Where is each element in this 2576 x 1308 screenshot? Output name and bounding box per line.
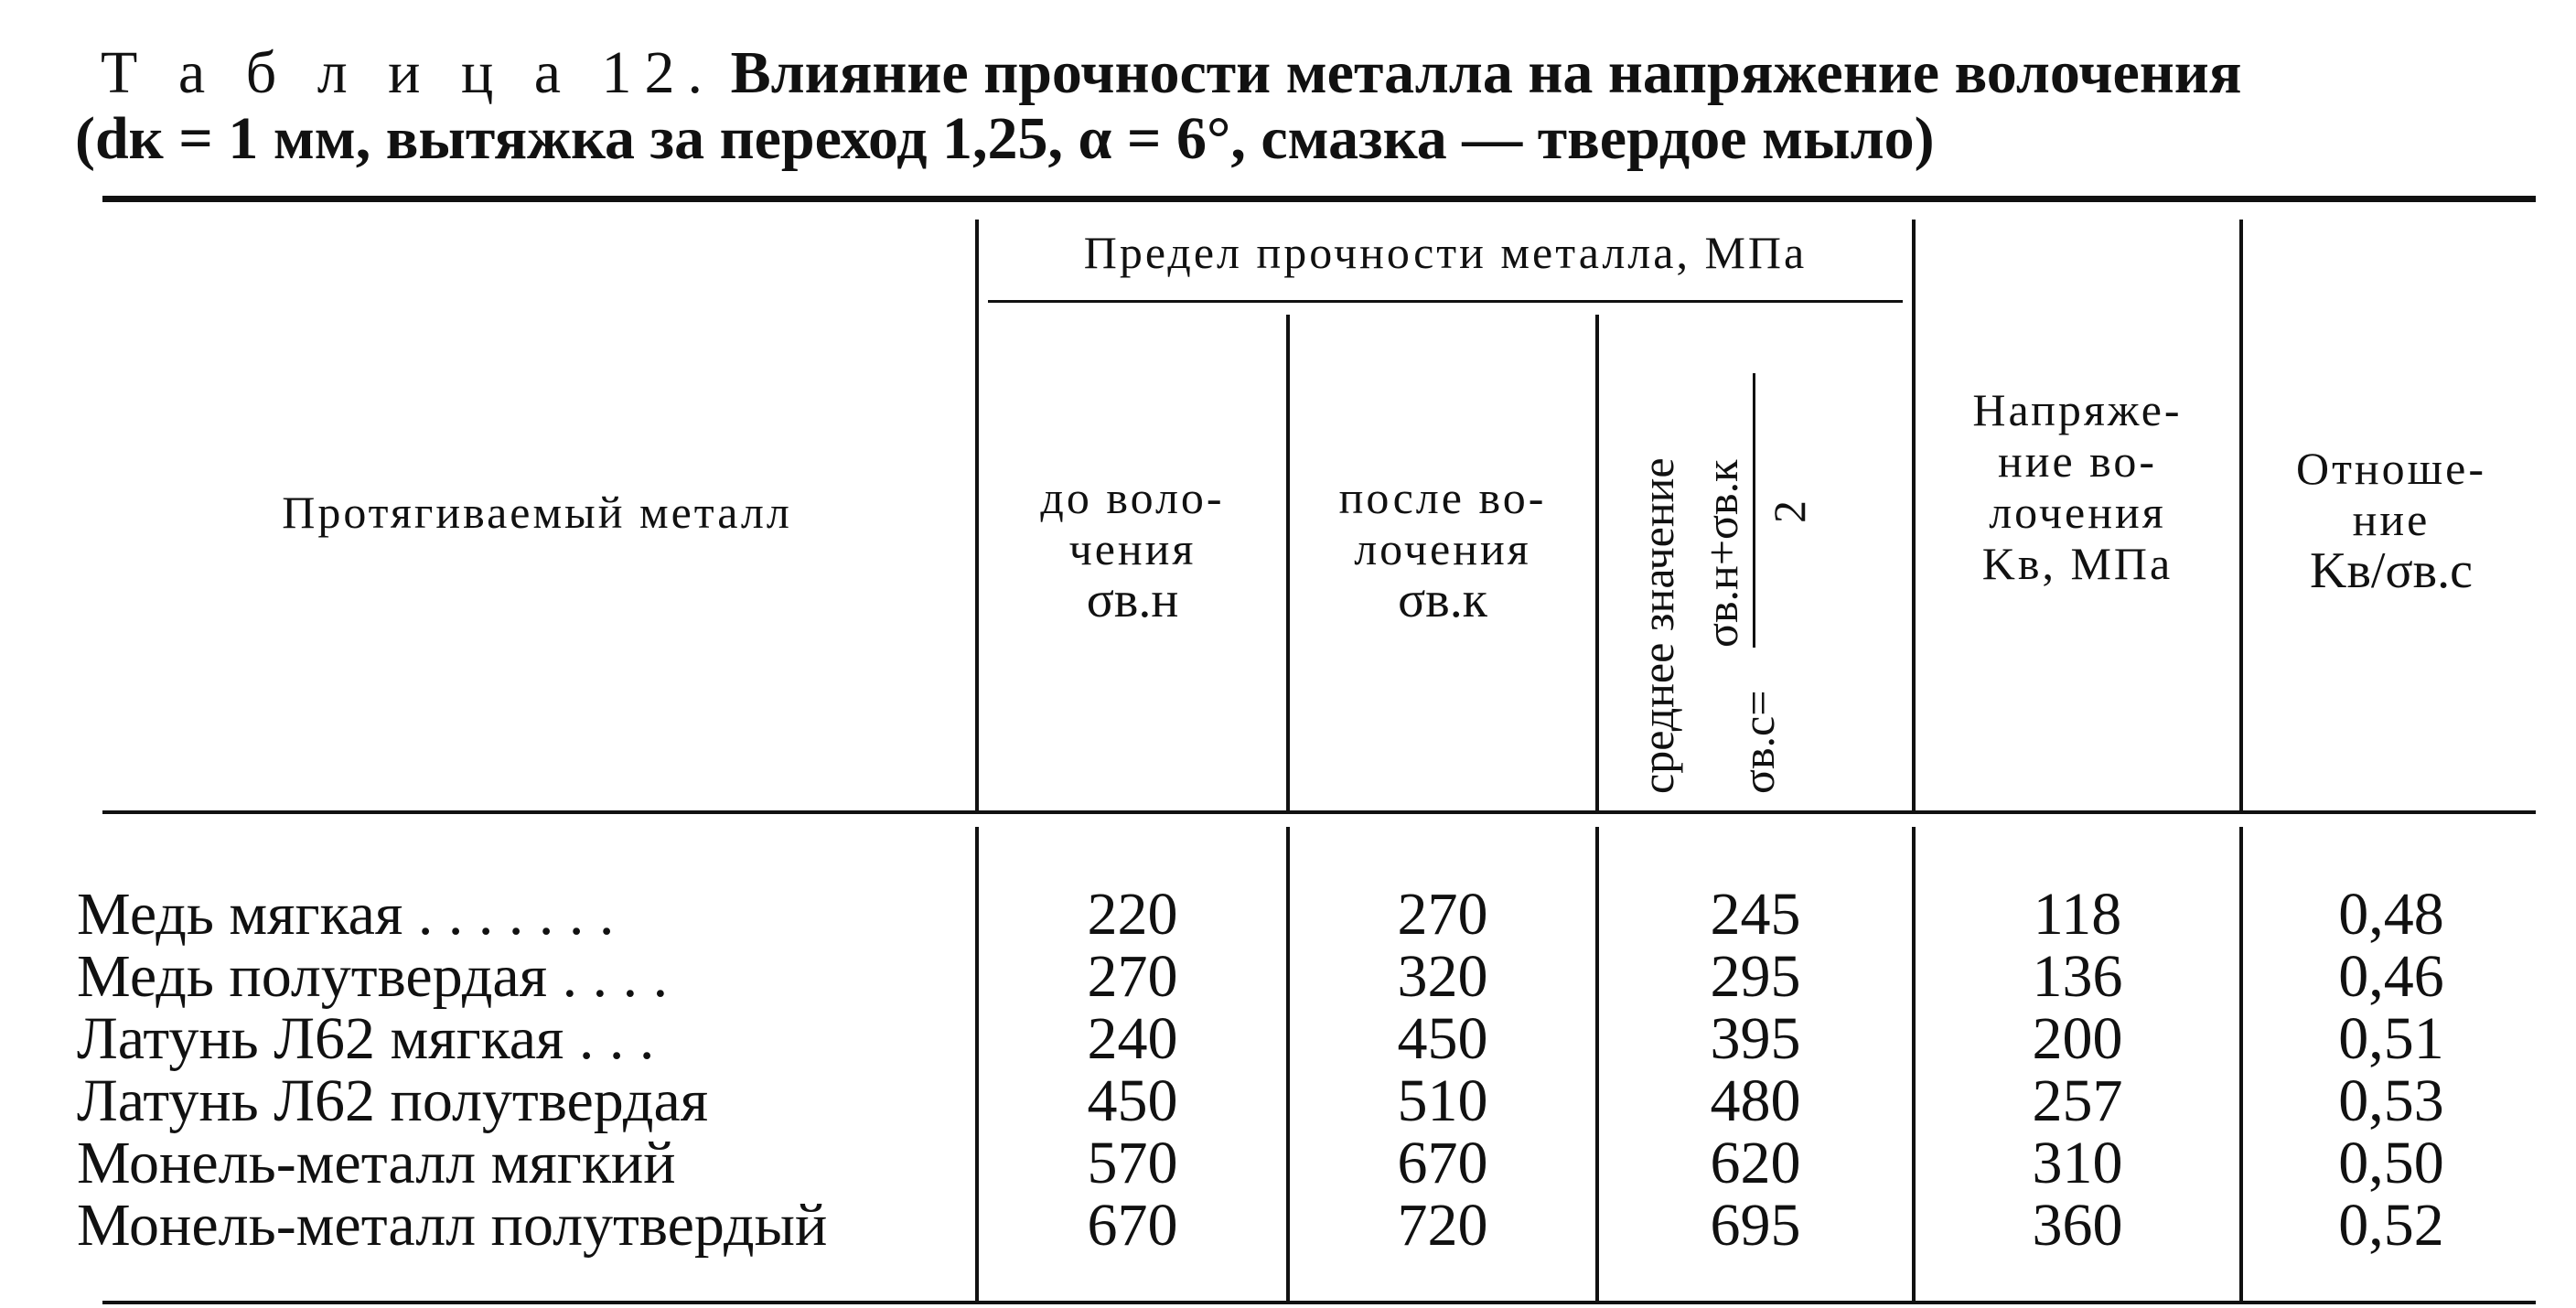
row-metal: Медь мягкая . . . . . . . <box>77 881 615 948</box>
col-divider-4-header <box>1912 220 1916 812</box>
header-mean-label: среднее значение <box>1632 457 1683 794</box>
row-before: 570 <box>1087 1130 1178 1196</box>
header-ratio-line2: ние <box>2352 494 2431 545</box>
header-mean-formula <box>1694 318 1831 794</box>
header-after-line2: лочения <box>1354 523 1531 574</box>
header-metal: Протягиваемый металл <box>282 487 792 538</box>
row-after: 270 <box>1397 881 1488 948</box>
row-stress: 200 <box>2032 1005 2123 1072</box>
row-ratio: 0,46 <box>2338 943 2444 1010</box>
col-divider-5-header <box>2239 220 2243 812</box>
header-mean-lhs: σв.с= <box>1733 690 1784 794</box>
table-title: Влияние прочности металла на напряжение волочения <box>730 39 2242 106</box>
row-metal: Монель-металл полутвердый <box>77 1192 828 1259</box>
row-stress: 136 <box>2032 943 2123 1010</box>
row-mean: 620 <box>1710 1130 1801 1196</box>
bottom-rule <box>102 1301 2536 1304</box>
row-mean: 480 <box>1710 1067 1801 1134</box>
row-after: 320 <box>1397 943 1488 1010</box>
row-ratio: 0,53 <box>2338 1067 2444 1134</box>
header-before-line2: чения <box>1068 523 1197 574</box>
row-stress: 360 <box>2032 1192 2123 1259</box>
row-stress: 310 <box>2032 1130 2123 1196</box>
row-ratio: 0,51 <box>2338 1005 2444 1072</box>
header-stress-line4: Kв, МПа <box>1981 538 2174 589</box>
row-mean: 395 <box>1710 1005 1801 1072</box>
row-before: 240 <box>1087 1005 1178 1072</box>
row-after: 670 <box>1397 1130 1488 1196</box>
header-after-line1: после во- <box>1338 472 1547 523</box>
row-metal: Медь полутвердая . . . . <box>77 943 669 1010</box>
header-mean-fraction-bar <box>1753 373 1755 648</box>
header-ratio-line3: Kв/σв.с <box>2310 542 2473 599</box>
row-ratio: 0,52 <box>2338 1192 2444 1259</box>
header-mean <box>1594 318 1857 794</box>
header-ratio-line1: Отноше- <box>2295 443 2487 494</box>
header-stress-line3: лочения <box>1989 487 2166 538</box>
header-mean-numerator: σв.н+σв.к <box>1696 459 1747 648</box>
row-metal: Латунь Л62 полутвердая <box>77 1067 709 1134</box>
row-after: 720 <box>1397 1192 1488 1259</box>
row-mean: 245 <box>1710 881 1801 948</box>
col-divider-3-body <box>1595 827 1599 1301</box>
col-divider-1-header <box>975 220 979 812</box>
row-metal: Монель-металл мягкий <box>77 1130 676 1196</box>
header-stress-line2: ние во- <box>1997 435 2158 487</box>
header-before <box>981 472 1284 626</box>
row-before: 450 <box>1087 1067 1178 1134</box>
col-divider-2-body <box>1286 827 1290 1301</box>
row-metal: Латунь Л62 мягкая . . . <box>77 1005 655 1072</box>
row-stress: 257 <box>2032 1067 2123 1134</box>
col-divider-1-body <box>975 827 979 1301</box>
header-bottom-rule <box>102 810 2536 814</box>
row-stress: 118 <box>2033 881 2122 948</box>
table-label: Т а б л и ц а 12. <box>101 39 716 106</box>
col-divider-2-header <box>1286 315 1290 812</box>
col-divider-5-body <box>2239 827 2243 1301</box>
row-before: 270 <box>1087 943 1178 1010</box>
row-before: 220 <box>1087 881 1178 948</box>
row-ratio: 0,50 <box>2338 1130 2444 1196</box>
header-mean-denominator: 2 <box>1764 500 1815 523</box>
table-caption-line1 <box>101 37 2242 110</box>
col-divider-4-body <box>1912 827 1916 1301</box>
row-ratio: 0,48 <box>2338 881 2444 948</box>
row-after: 510 <box>1397 1067 1488 1134</box>
header-strength-group: Предел прочности металла, МПа <box>1083 227 1808 278</box>
header-before-symbol: σв.н <box>1086 572 1179 628</box>
header-stress <box>1917 384 2238 589</box>
row-mean: 695 <box>1710 1192 1801 1259</box>
header-after-symbol: σв.к <box>1398 572 1487 628</box>
row-after: 450 <box>1397 1005 1488 1072</box>
header-stress-line1: Напряже- <box>1972 384 2183 435</box>
header-before-line1: до воло- <box>1040 472 1225 523</box>
header-after <box>1292 472 1594 626</box>
row-before: 670 <box>1087 1192 1178 1259</box>
table-conditions: (dк = 1 мм, вытяжка за переход 1,25, α = 6°, смазка — твердое мыло) <box>75 105 1935 172</box>
top-rule <box>102 196 2536 202</box>
header-ratio <box>2245 443 2538 599</box>
row-mean: 295 <box>1710 943 1801 1010</box>
group-header-rule <box>988 300 1903 303</box>
